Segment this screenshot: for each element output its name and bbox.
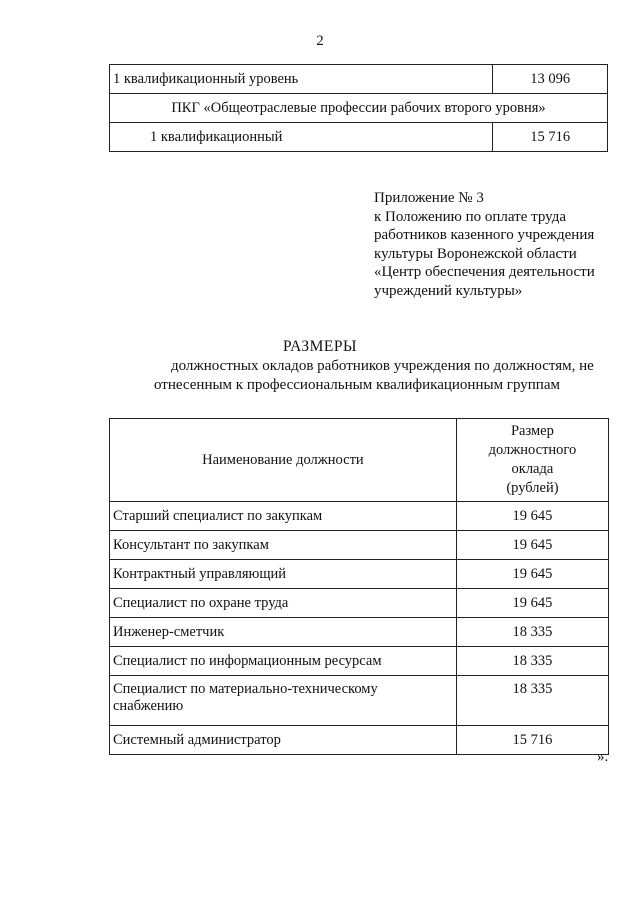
salary-value: 18 335 [456, 647, 608, 676]
table-row [110, 589, 609, 618]
salary-value: 19 645 [456, 560, 608, 589]
subtitle-line: должностных окладов работников учреждения по должностям, не [171, 358, 594, 374]
position-name: Инженер-сметчик [110, 618, 457, 647]
table-row [110, 647, 609, 676]
position-name: Специалист по охране труда [110, 589, 457, 618]
header-salary-line: должностного [488, 442, 577, 458]
page-number: 2 [316, 33, 324, 49]
document-subtitle [0, 357, 640, 395]
header-position-name: Наименование должности [110, 419, 457, 502]
salary-value: 18 335 [456, 676, 608, 726]
position-name [110, 676, 457, 726]
appendix-note [374, 189, 595, 300]
document-title: РАЗМЕРЫ [282, 338, 358, 355]
subtitle-line: отнесенным к профессиональным квалификационным группам [154, 377, 560, 393]
header-salary-line: оклада [511, 461, 554, 477]
position-name: Специалист по информационным ресурсам [110, 647, 457, 676]
appendix-line: учреждений культуры» [374, 282, 523, 299]
row-value: 13 096 [493, 65, 608, 94]
table-row [110, 618, 609, 647]
salary-value: 15 716 [456, 726, 608, 755]
table-row [110, 94, 608, 123]
table-row [110, 123, 608, 152]
salary-value: 18 335 [456, 618, 608, 647]
position-name: Консультант по закупкам [110, 531, 457, 560]
table-row [110, 560, 609, 589]
appendix-line: «Центр обеспечения деятельности [374, 264, 595, 280]
table-row [110, 676, 609, 726]
header-salary [456, 419, 608, 502]
salary-table [109, 418, 609, 755]
table-row [110, 531, 609, 560]
position-name: Старший специалист по закупкам [110, 502, 457, 531]
header-salary-line: (рублей) [506, 480, 559, 496]
table-header-row [110, 419, 609, 502]
appendix-line: работников казенного учреждения [374, 227, 595, 243]
appendix-line: Приложение № 3 [374, 190, 484, 206]
row-name: 1 квалификационный уровень [110, 65, 493, 94]
position-name: Системный администратор [110, 726, 457, 755]
position-name-line: снабжению [113, 698, 184, 714]
row-name: 1 квалификационный [110, 123, 493, 152]
appendix-line: культуры Воронежской области [374, 245, 577, 262]
position-name-line: Специалист по материально-техническому [113, 681, 378, 697]
qualification-table [109, 64, 608, 152]
salary-value: 19 645 [456, 531, 608, 560]
salary-value: 19 645 [456, 502, 608, 531]
table-row [110, 502, 609, 531]
closing-quote-mark: ». [597, 749, 609, 765]
header-salary-line: Размер [510, 423, 554, 439]
appendix-line: к Положению по оплате труда [374, 208, 567, 225]
table-row [110, 726, 609, 755]
table-row [110, 65, 608, 94]
row-value: 15 716 [493, 123, 608, 152]
position-name: Контрактный управляющий [110, 560, 457, 589]
group-heading: ПКГ «Общеотраслевые профессии рабочих второго уровня» [110, 94, 608, 123]
salary-value: 19 645 [456, 589, 608, 618]
